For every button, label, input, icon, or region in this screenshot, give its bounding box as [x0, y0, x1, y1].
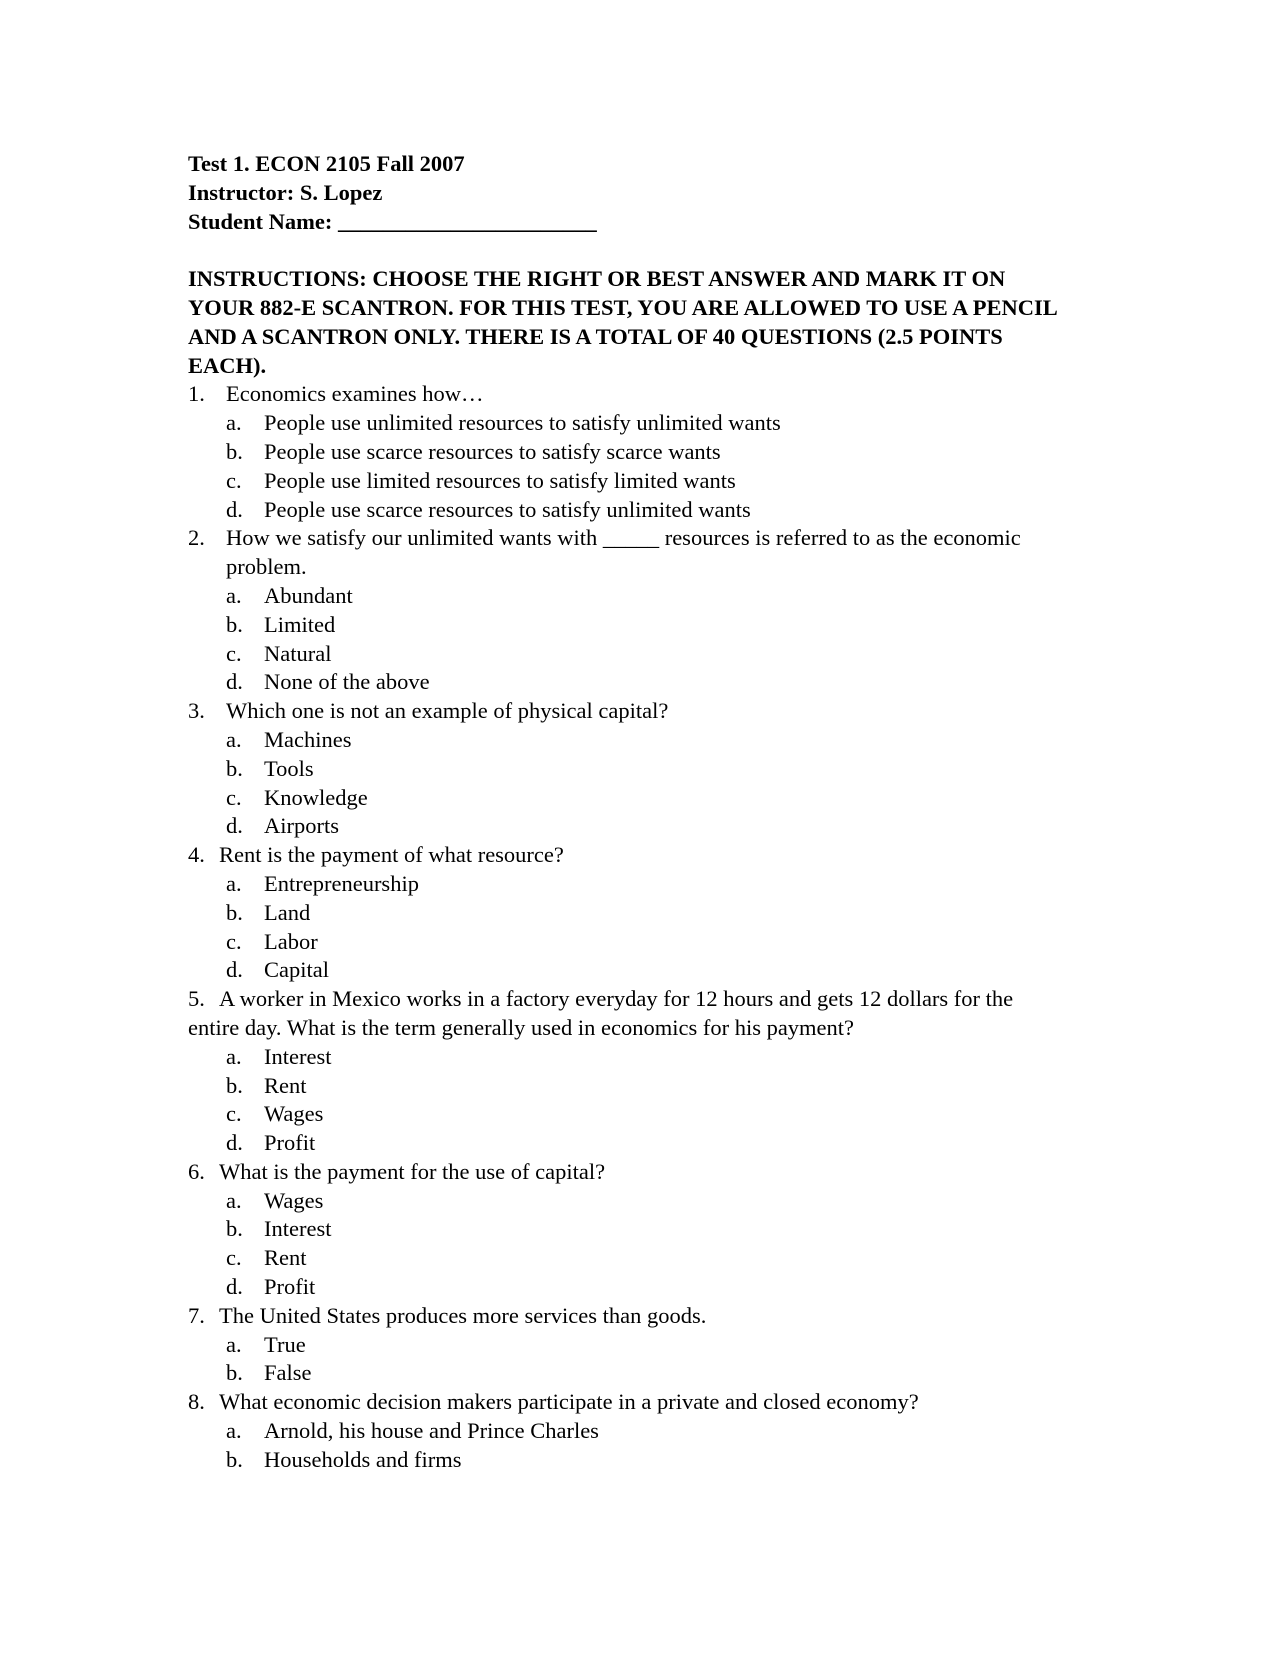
option-text: Wages	[264, 1101, 324, 1127]
answer-option	[188, 928, 1080, 957]
option-text: Arnold, his house and Prince Charles	[264, 1418, 599, 1444]
answer-option	[188, 611, 1080, 640]
answer-option	[188, 582, 1080, 611]
option-text: Wages	[264, 1187, 324, 1213]
option-label: a.	[226, 582, 242, 608]
answer-options	[188, 409, 1080, 524]
student-name-label: Student Name:	[188, 208, 333, 234]
option-label: d.	[226, 813, 243, 839]
option-text: Limited	[264, 611, 336, 637]
question-text: Rent is the payment of what resource?	[219, 842, 564, 868]
option-text: Profit	[264, 1130, 316, 1156]
answer-option	[188, 1072, 1080, 1101]
answer-options	[188, 582, 1080, 697]
test-title: Test 1. ECON 2105 Fall 2007	[188, 151, 465, 176]
option-text: Interest	[264, 1216, 332, 1242]
answer-option	[188, 1359, 1080, 1388]
answer-options	[188, 1331, 1080, 1389]
question-stem	[188, 1302, 1080, 1331]
option-text: Entrepreneurship	[264, 870, 419, 896]
option-text: Knowledge	[264, 784, 368, 810]
option-label: d.	[226, 1274, 243, 1300]
question-stem	[188, 697, 1080, 726]
question-text: The United States produces more services than goods.	[219, 1302, 707, 1328]
answer-option	[188, 1417, 1080, 1446]
student-name-blank: _______________________	[338, 208, 597, 234]
option-text: People use limited resources to satisfy limited wants	[264, 467, 736, 493]
option-text: False	[264, 1360, 312, 1386]
answer-option	[188, 755, 1080, 784]
option-label: c.	[226, 928, 242, 954]
option-label: c.	[226, 640, 242, 666]
option-label: b.	[226, 1360, 243, 1386]
option-label: a.	[226, 1331, 242, 1357]
instructions: INSTRUCTIONS: CHOOSE THE RIGHT OR BEST ANSWER AND MARK IT ON YOUR 882-E SCANTRON. FOR THIS TEST, YOU ARE ALLOWED TO USE A PENCIL AND A SCANTRON ONLY. THERE IS A TOTAL OF 40 QUESTIONS (2.5 POINTS EACH).	[188, 266, 1057, 378]
option-label: b.	[226, 611, 243, 637]
option-label: a.	[226, 870, 242, 896]
answer-option	[188, 1446, 1080, 1475]
question-number: 2.	[188, 525, 205, 551]
option-label: a.	[226, 1187, 242, 1213]
option-label: b.	[226, 438, 243, 464]
question-3	[188, 697, 1080, 841]
answer-option	[188, 1129, 1080, 1158]
answer-options	[188, 1187, 1080, 1302]
answer-option	[188, 899, 1080, 928]
question-number: 5.	[188, 986, 205, 1012]
option-label: d.	[226, 957, 243, 983]
option-text: Households and firms	[264, 1446, 462, 1472]
option-text: People use scarce resources to satisfy scarce wants	[264, 438, 721, 464]
answer-option	[188, 870, 1080, 899]
answer-option	[188, 1043, 1080, 1072]
question-5	[188, 985, 1080, 1158]
answer-option	[188, 496, 1080, 525]
option-text: Rent	[264, 1072, 307, 1098]
option-label: a.	[226, 1418, 242, 1444]
option-text: Interest	[264, 1043, 332, 1069]
answer-options	[188, 1043, 1080, 1158]
option-label: d.	[226, 1130, 243, 1156]
answer-options	[188, 1417, 1080, 1475]
question-stem	[188, 524, 1106, 582]
question-2	[188, 524, 1080, 697]
option-label: c.	[226, 467, 242, 493]
answer-option	[188, 1244, 1080, 1273]
question-8	[188, 1388, 1080, 1474]
answer-option	[188, 467, 1080, 496]
option-text: People use unlimited resources to satisfy unlimited wants	[264, 410, 781, 436]
option-text: Tools	[264, 755, 314, 781]
answer-option	[188, 409, 1080, 438]
question-6	[188, 1158, 1080, 1302]
question-number: 1.	[188, 381, 205, 407]
answer-option	[188, 1273, 1080, 1302]
answer-option	[188, 668, 1080, 697]
question-7	[188, 1302, 1080, 1388]
question-stem	[188, 985, 1068, 1043]
question-1	[188, 380, 1080, 524]
question-number: 4.	[188, 842, 205, 868]
answer-option	[188, 812, 1080, 841]
question-4	[188, 841, 1080, 985]
answer-options	[188, 726, 1080, 841]
option-text: Land	[264, 899, 311, 925]
question-number: 3.	[188, 698, 205, 724]
answer-option	[188, 726, 1080, 755]
option-label: a.	[226, 726, 242, 752]
option-label: c.	[226, 784, 242, 810]
answer-option	[188, 956, 1080, 985]
question-text: A worker in Mexico works in a factory everyday for 12 hours and gets 12 dollars for the entire day. What is the term generally used in economics for his payment?	[188, 986, 1014, 1040]
option-text: Capital	[264, 957, 329, 983]
question-text: Which one is not an example of physical capital?	[226, 698, 669, 724]
option-text: Rent	[264, 1245, 307, 1271]
option-text: Profit	[264, 1274, 316, 1300]
question-stem	[188, 380, 1080, 409]
question-stem	[188, 841, 1080, 870]
answer-option	[188, 1331, 1080, 1360]
question-stem	[188, 1158, 1080, 1187]
option-text: Labor	[264, 928, 318, 954]
option-label: d.	[226, 496, 243, 522]
option-text: None of the above	[264, 669, 430, 695]
option-label: b.	[226, 1446, 243, 1472]
answer-option	[188, 640, 1080, 669]
test-header	[188, 150, 1080, 236]
option-label: b.	[226, 1072, 243, 1098]
option-text: True	[264, 1331, 306, 1357]
option-text: Machines	[264, 726, 352, 752]
answer-option	[188, 438, 1080, 467]
option-text: Airports	[264, 813, 339, 839]
answer-option	[188, 1187, 1080, 1216]
question-text: Economics examines how…	[226, 381, 484, 407]
option-label: b.	[226, 1216, 243, 1242]
answer-option	[188, 1100, 1080, 1129]
question-text: How we satisfy our unlimited wants with _____ resources is referred to as the economic problem.	[226, 525, 1021, 580]
student-name-line	[188, 208, 1080, 237]
question-number: 7.	[188, 1302, 205, 1328]
option-label: b.	[226, 899, 243, 925]
question-stem	[188, 1388, 1080, 1417]
option-label: c.	[226, 1245, 242, 1271]
answer-option	[188, 1215, 1080, 1244]
answer-options	[188, 870, 1080, 985]
option-label: a.	[226, 1043, 242, 1069]
option-text: People use scarce resources to satisfy unlimited wants	[264, 496, 751, 522]
answer-option	[188, 784, 1080, 813]
option-label: a.	[226, 410, 242, 436]
instructor-line: Instructor: S. Lopez	[188, 179, 383, 205]
option-label: b.	[226, 755, 243, 781]
question-text: What is the payment for the use of capital?	[219, 1158, 606, 1184]
question-number: 6.	[188, 1158, 205, 1184]
option-label: c.	[226, 1101, 242, 1127]
option-text: Natural	[264, 640, 332, 666]
option-label: d.	[226, 669, 243, 695]
question-text: What economic decision makers participate in a private and closed economy?	[219, 1389, 919, 1415]
question-number: 8.	[188, 1389, 205, 1415]
option-text: Abundant	[264, 582, 353, 608]
